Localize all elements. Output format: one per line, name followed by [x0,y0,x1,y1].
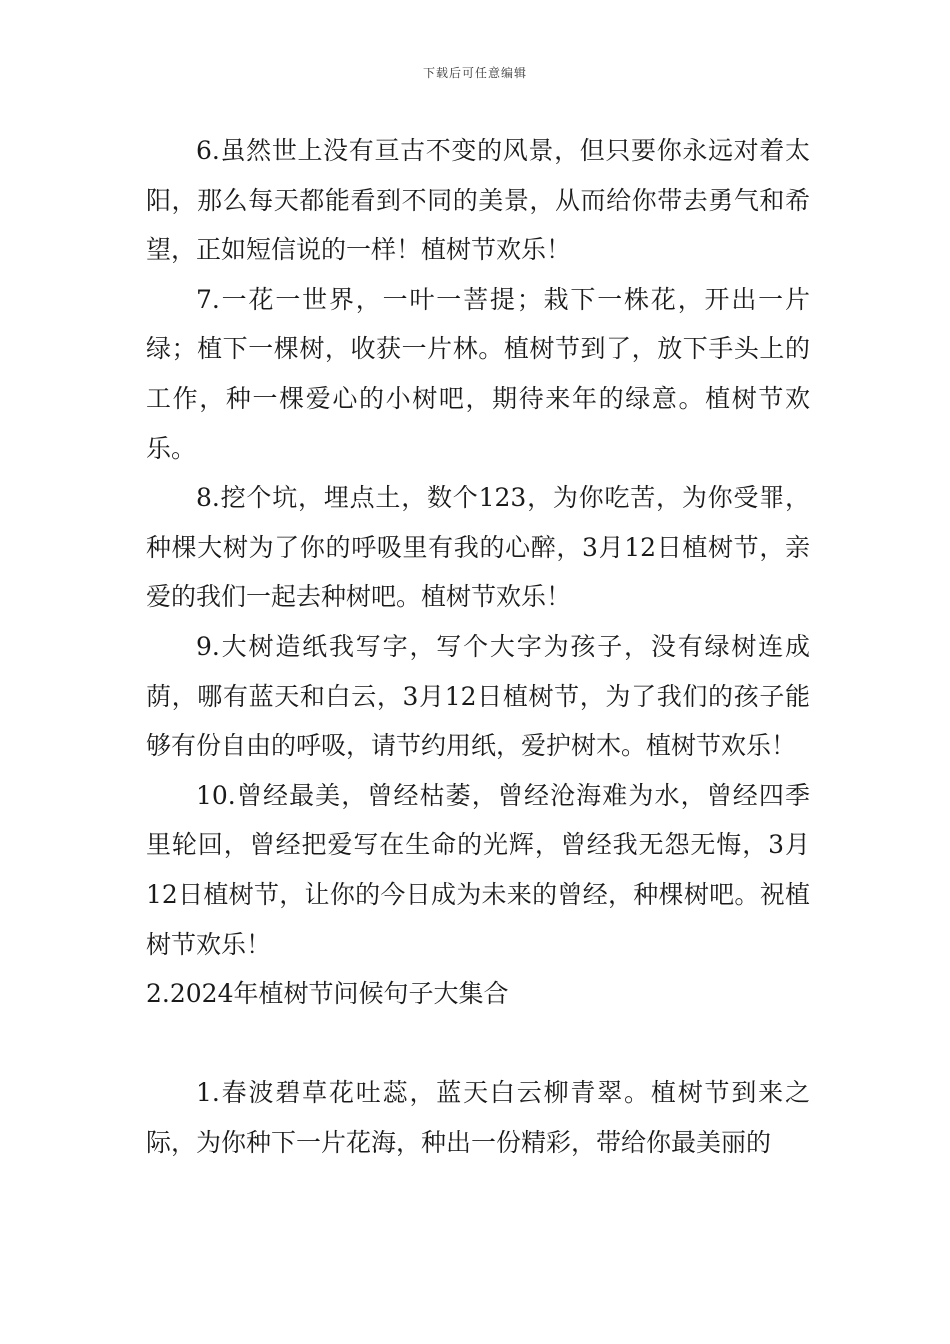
paragraph-7: 7.一花一世界，一叶一菩提；栽下一株花，开出一片绿；植下一棵树，收获一片林。植树节到了，放下手头上的工作，种一棵爱心的小树吧，期待来年的绿意。植树节欢乐。 [146,284,810,463]
page-header: 下载后可任意编辑 [422,66,527,80]
paragraph-9: 9.大树造纸我写字，写个大字为孩子，没有绿树连成荫，哪有蓝天和白云，3月12日植树节，为了我们的孩子能够有份自由的呼吸，请节约用纸，爱护树木。植树节欢乐！ [146,631,810,761]
paragraph-10: 10.曾经最美，曾经枯萎，曾经沧海难为水，曾经四季里轮回，曾经把爱写在生命的光辉，曾经我无怨无悔，3月12日植树节，让你的今日成为未来的曾经，种棵树吧。祝植树节欢乐！ [146,780,810,959]
blank-line [146,1019,810,1069]
section-paragraph-1: 1.春波碧草花吐蕊，蓝天白云柳青翠。植树节到来之际，为你种下一片花海，种出一份精彩，带给你最美丽的 [146,1078,810,1157]
document-body [146,126,810,1167]
paragraph-8: 8.挖个坑，埋点土，数个123，为你吃苦，为你受罪，种棵大树为了你的呼吸里有我的心醉，3月12日植树节，亲爱的我们一起去种树吧。植树节欢乐！ [146,483,810,612]
section-heading: 2.2024年植树节问候句子大集合 [146,979,509,1009]
paragraph-6: 6.虽然世上没有亘古不变的风景，但只要你永远对着太阳，那么每天都能看到不同的美景，从而给你带去勇气和希望，正如短信说的一样！植树节欢乐！ [146,136,810,265]
